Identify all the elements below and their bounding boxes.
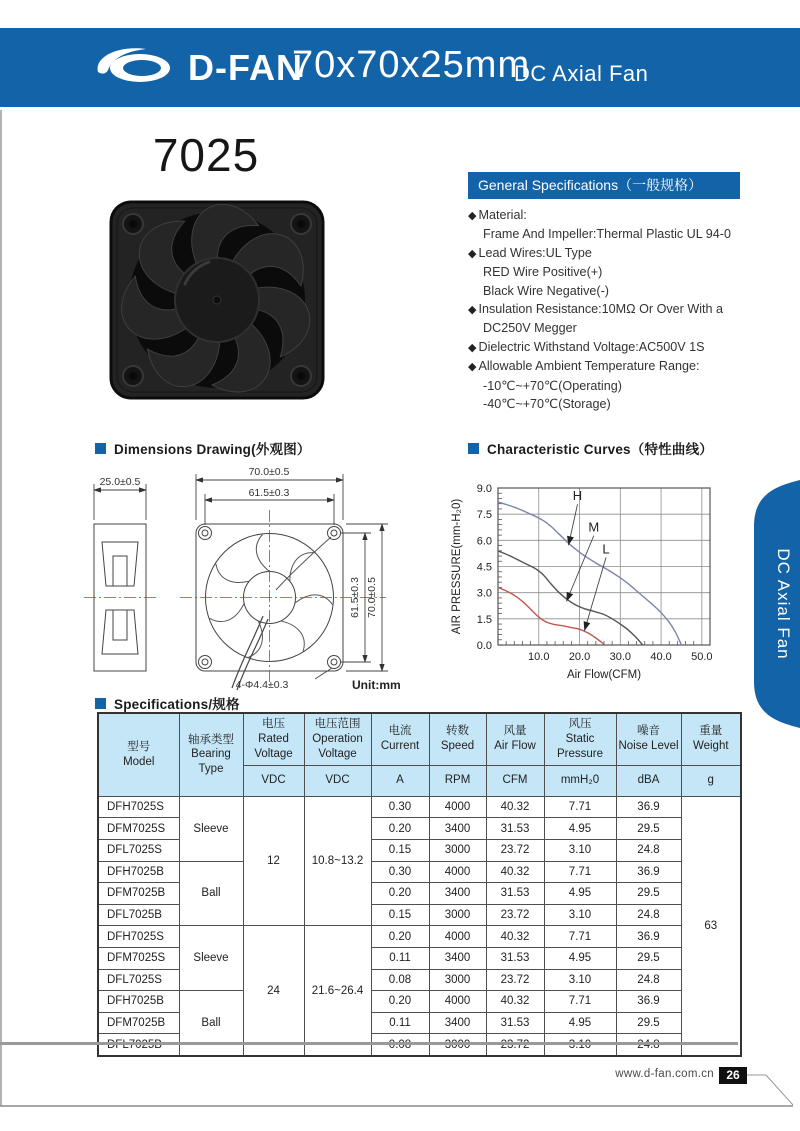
- svg-text:0.0: 0.0: [476, 640, 492, 652]
- model-cell: DFL7025S: [98, 840, 179, 862]
- spec-continuation-line: -10℃~+70℃(Operating): [483, 378, 622, 393]
- table-row: [98, 991, 741, 1013]
- x-axis-label: Air Flow(CFM): [566, 669, 642, 681]
- current-cell: 0.20: [371, 883, 429, 905]
- air-flow-cell: 40.32: [486, 991, 544, 1013]
- speed-cell: 3400: [429, 818, 486, 840]
- y-axis-label: AIR PRESSURE(mm-H₂0): [451, 498, 463, 635]
- dim-unit-label: Unit:mm: [352, 678, 401, 692]
- curves-heading: Characteristic Curves（特性曲线）: [468, 438, 713, 458]
- svg-text:1.5: 1.5: [476, 613, 492, 626]
- current-cell: 0.15: [371, 840, 429, 862]
- curve-label-M: M: [588, 519, 600, 535]
- model-cell: DFH7025S: [98, 926, 179, 948]
- svg-text:7.5: 7.5: [476, 509, 492, 522]
- pressure-cell: 4.95: [544, 1012, 616, 1034]
- spec-continuation-line: Frame And Impeller:Thermal Plastic UL 94-0: [483, 227, 732, 242]
- diamond-bullet-icon: ◆: [468, 210, 477, 222]
- spec-continuation-line: -40℃~+70℃(Storage): [483, 397, 611, 412]
- product-model-title: 7025: [152, 129, 260, 181]
- spec-continuation-line: RED Wire Positive(+): [483, 265, 603, 280]
- centerlines: [84, 510, 386, 686]
- brand-name: D-FAN: [188, 47, 303, 88]
- dimension-lines: [94, 474, 388, 679]
- diamond-bullet-icon: ◆: [468, 247, 477, 260]
- svg-text:9.0: 9.0: [476, 483, 492, 495]
- air-flow-cell: 40.32: [486, 796, 544, 818]
- column-header: 轴承类型 Bearing Type: [179, 713, 243, 796]
- current-cell: 0.20: [371, 991, 429, 1013]
- model-cell: DFH7025S: [98, 796, 179, 818]
- section-marker-icon: [95, 443, 106, 454]
- curve-label-L: L: [602, 541, 610, 557]
- spec-continuation-line: DC250V Megger: [483, 321, 577, 336]
- speed-cell: 4000: [429, 991, 486, 1013]
- speed-cell: 4000: [429, 796, 486, 818]
- dim-hole-pitch-h-label: 61.5±0.3: [248, 487, 290, 499]
- general-specs-list: [468, 206, 758, 413]
- speed-cell: 3000: [429, 904, 486, 926]
- column-unit: dBA: [616, 765, 681, 796]
- spec-bullet-item: ◆ Dielectric Withstand Voltage:AC500V 1S: [468, 339, 705, 354]
- svg-text:20.0: 20.0: [568, 651, 591, 663]
- speed-cell: 4000: [429, 926, 486, 948]
- specifications-table: [97, 712, 742, 1057]
- bearing-cell: Sleeve: [179, 796, 243, 861]
- column-unit: A: [371, 765, 429, 796]
- svg-text:30.0: 30.0: [609, 651, 632, 663]
- dim-holes-label: 4-Φ4.4±0.3: [235, 679, 289, 691]
- column-unit: RPM: [429, 765, 486, 796]
- svg-text:4.5: 4.5: [476, 561, 492, 574]
- model-cell: DFM7025B: [98, 1012, 179, 1034]
- pressure-cell: 7.71: [544, 926, 616, 948]
- page-title: 70x70x25mm: [292, 44, 531, 86]
- bearing-cell: Ball: [179, 861, 243, 926]
- spec-bullet-item: ◆ Lead Wires:UL Type: [468, 245, 592, 260]
- pressure-cell: 3.10: [544, 904, 616, 926]
- general-specs-header: General Specifications（一般规格）: [468, 172, 740, 199]
- spec-bullet-item: ◆ Insulation Resistance:10MΩ Or Over With a: [468, 302, 724, 317]
- section-marker-icon: [468, 443, 479, 454]
- model-cell: DFH7025B: [98, 991, 179, 1013]
- curve-L: [498, 587, 604, 644]
- noise-cell: 36.9: [616, 796, 681, 818]
- noise-cell: 36.9: [616, 861, 681, 883]
- noise-cell: 24.8: [616, 904, 681, 926]
- bearing-cell: Ball: [179, 991, 243, 1056]
- noise-cell: 36.9: [616, 926, 681, 948]
- dim-width-label: 70.0±0.5: [248, 466, 290, 478]
- air-flow-cell: 31.53: [486, 947, 544, 969]
- svg-text:3.0: 3.0: [476, 587, 492, 600]
- speed-cell: 3000: [429, 969, 486, 991]
- column-unit: mmH₂0: [544, 765, 616, 796]
- column-header: 重量 Weight: [681, 713, 741, 765]
- bearing-cell: Sleeve: [179, 926, 243, 991]
- speed-cell: 3400: [429, 883, 486, 905]
- dimensions-heading: Dimensions Drawing(外观图）: [95, 438, 311, 458]
- column-header: 电压 Rated Voltage: [243, 713, 304, 765]
- column-header: 型号 Model: [98, 713, 179, 796]
- model-cell: DFL7025S: [98, 969, 179, 991]
- column-unit: VDC: [243, 765, 304, 796]
- air-flow-cell: 40.32: [486, 926, 544, 948]
- model-cell: DFM7025S: [98, 947, 179, 969]
- noise-cell: 36.9: [616, 991, 681, 1013]
- noise-cell: 29.5: [616, 883, 681, 905]
- air-flow-cell: 31.53: [486, 818, 544, 840]
- side-tab-label: DC Axial Fan: [774, 548, 793, 660]
- curve-label-H: H: [572, 488, 583, 504]
- noise-cell: 29.5: [616, 818, 681, 840]
- brand-logo-icon: [88, 41, 182, 93]
- pressure-cell: 3.10: [544, 840, 616, 862]
- column-header: 风量 Air Flow: [486, 713, 544, 765]
- model-cell: DFM7025B: [98, 883, 179, 905]
- column-unit: CFM: [486, 765, 544, 796]
- air-flow-cell: 23.72: [486, 969, 544, 991]
- pressure-cell: 7.71: [544, 991, 616, 1013]
- model-cell: DFL7025B: [98, 904, 179, 926]
- column-unit: g: [681, 765, 741, 796]
- svg-text:40.0: 40.0: [650, 651, 672, 663]
- noise-cell: 24.8: [616, 840, 681, 862]
- pressure-cell: 7.71: [544, 796, 616, 818]
- model-cell: DFH7025B: [98, 861, 179, 883]
- air-flow-cell: 31.53: [486, 1012, 544, 1034]
- noise-cell: 29.5: [616, 947, 681, 969]
- noise-cell: 24.8: [616, 969, 681, 991]
- air-flow-cell: 31.53: [486, 883, 544, 905]
- spec-bullet-item: ◆ Allowable Ambient Temperature Range:: [468, 359, 700, 374]
- section-marker-icon: [95, 698, 106, 709]
- dim-height-label: 70.0±0.5: [366, 577, 378, 618]
- diamond-bullet-icon: ◆: [468, 341, 477, 354]
- dim-hole-pitch-v-label: 61.5±0.3: [349, 577, 361, 618]
- table-row: [98, 796, 741, 818]
- current-cell: 0.20: [371, 818, 429, 840]
- fan-product-photo: [105, 194, 337, 408]
- speed-cell: 3000: [429, 840, 486, 862]
- operation-voltage-cell: 10.8~13.2: [304, 796, 371, 926]
- specifications-heading: Specifications/规格: [95, 693, 240, 713]
- pressure-cell: 4.95: [544, 947, 616, 969]
- current-cell: 0.30: [371, 796, 429, 818]
- diamond-bullet-icon: ◆: [468, 304, 477, 317]
- dimensions-drawing: [84, 458, 454, 694]
- speed-cell: 3400: [429, 1012, 486, 1034]
- curve-M: [498, 551, 643, 645]
- operation-voltage-cell: 21.6~26.4: [304, 926, 371, 1056]
- page-number-badge: 26: [719, 1067, 747, 1084]
- column-header: 转数 Speed: [429, 713, 486, 765]
- rated-voltage-cell: 12: [243, 796, 304, 926]
- model-cell: DFM7025S: [98, 818, 179, 840]
- speed-cell: 4000: [429, 861, 486, 883]
- column-header: 噪音 Noise Level: [616, 713, 681, 765]
- svg-text:6.0: 6.0: [476, 535, 492, 548]
- svg-text:50.0: 50.0: [691, 651, 713, 663]
- column-header: 风压 Static Pressure: [544, 713, 616, 765]
- footer-website: www.d-fan.com.cn: [615, 1068, 714, 1080]
- header-bar: [0, 28, 800, 107]
- svg-text:10.0: 10.0: [528, 651, 550, 663]
- current-cell: 0.08: [371, 969, 429, 991]
- column-unit: VDC: [304, 765, 371, 796]
- current-cell: 0.20: [371, 926, 429, 948]
- pressure-cell: 4.95: [544, 883, 616, 905]
- diamond-bullet-icon: ◆: [468, 361, 477, 374]
- pressure-cell: 3.10: [544, 969, 616, 991]
- pressure-cell: 7.71: [544, 861, 616, 883]
- footer-rule: [0, 1042, 738, 1045]
- rated-voltage-cell: 24: [243, 926, 304, 1056]
- spec-continuation-line: Black Wire Negative(-): [483, 283, 609, 298]
- side-tab: [742, 478, 800, 730]
- current-cell: 0.15: [371, 904, 429, 926]
- speed-cell: 3400: [429, 947, 486, 969]
- current-cell: 0.11: [371, 1012, 429, 1034]
- characteristic-curves-chart: [448, 460, 748, 688]
- spec-bullet-item: ◆ Material:: [468, 208, 527, 222]
- pressure-cell: 4.95: [544, 818, 616, 840]
- current-cell: 0.11: [371, 947, 429, 969]
- dim-depth-label: 25.0±0.5: [99, 476, 141, 488]
- page-subtitle: DC Axial Fan: [514, 61, 649, 86]
- air-flow-cell: 40.32: [486, 861, 544, 883]
- air-flow-cell: 23.72: [486, 840, 544, 862]
- air-flow-cell: 23.72: [486, 904, 544, 926]
- noise-cell: 29.5: [616, 1012, 681, 1034]
- column-header: 电流 Current: [371, 713, 429, 765]
- weight-cell: 63: [681, 796, 741, 1056]
- column-header: 电压范围 Operation Voltage: [304, 713, 371, 765]
- table-row: [98, 926, 741, 948]
- current-cell: 0.30: [371, 861, 429, 883]
- table-row: [98, 861, 741, 883]
